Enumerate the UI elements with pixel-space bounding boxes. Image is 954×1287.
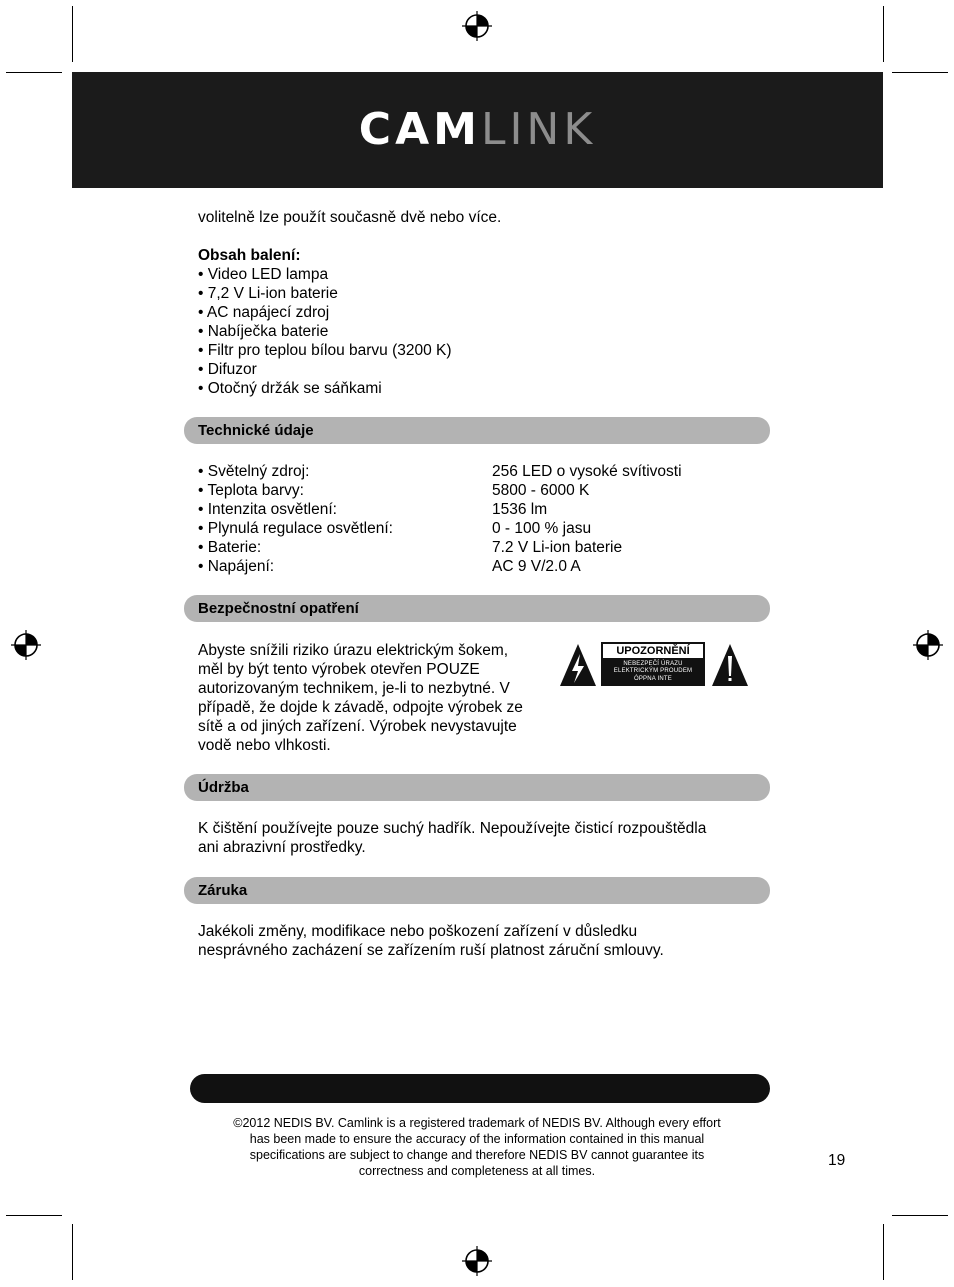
crop-mark <box>892 1215 948 1216</box>
spec-row <box>198 500 758 519</box>
text-line: nesprávného zacházení se zařízením ruší platnost záruční smlouvy. <box>198 942 664 959</box>
warning-line: ÓPPNA INTE <box>633 676 672 682</box>
spec-row <box>198 481 758 500</box>
spec-value: 5800 - 6000 K <box>492 482 590 499</box>
text-line: vodě nebo vlhkosti. <box>198 737 331 754</box>
list-item: • Otočný držák se sáňkami <box>198 380 382 397</box>
text-line: případě, že dojde k závadě, odpojte výrobek ze <box>198 699 523 716</box>
page-number: 19 <box>828 1152 846 1169</box>
package-contents <box>198 246 452 398</box>
logo-link: LINK <box>480 104 597 155</box>
spec-row <box>198 557 758 576</box>
spec-label: • Plynulá regulace osvětlení: <box>198 520 393 537</box>
list-item: • Nabíječka baterie <box>198 323 329 340</box>
section-header-warranty: Záruka <box>184 877 770 904</box>
warning-label <box>558 642 750 688</box>
list-item: • Filtr pro teplou bílou barvu (3200 K) <box>198 342 452 359</box>
intro-text: volitelně lze použít současně dvě nebo více. <box>198 209 502 226</box>
spec-row <box>198 538 758 557</box>
list-item: • Video LED lampa <box>198 266 329 283</box>
spec-label: • Napájení: <box>198 558 275 575</box>
crop-mark <box>72 6 73 62</box>
spec-label: • Baterie: <box>198 539 262 556</box>
crop-mark <box>892 72 948 73</box>
text-line: correctness and completeness at all times. <box>358 1164 596 1178</box>
warning-title: UPOZORNĚNÍ <box>603 644 703 658</box>
text-line: K čištění používejte pouze suchý hadřík. Nepoužívejte čisticí rozpouštědla <box>198 820 707 837</box>
spec-value: AC 9 V/2.0 A <box>492 558 581 575</box>
text-line: sítě a od jiných zařízení. Výrobek nevystavujte <box>198 718 517 735</box>
list-item: • AC napájecí zdroj <box>198 304 330 321</box>
text-line: Abyste snížili riziko úrazu elektrickým šokem, <box>198 642 509 659</box>
registration-mark-icon <box>912 629 944 661</box>
crop-mark <box>6 72 62 73</box>
text-line: has been made to ensure the accuracy of the information contained in this manual <box>249 1132 705 1146</box>
registration-mark-icon <box>10 629 42 661</box>
section-header-tech: Technické údaje <box>184 417 770 444</box>
registration-mark-icon <box>461 1245 493 1277</box>
text-line: Jakékoli změny, modifikace nebo poškození zařízení v důsledku <box>198 923 638 940</box>
spec-row <box>198 519 758 538</box>
spec-value: 7.2 V Li-ion baterie <box>492 539 623 556</box>
footer-bar <box>190 1074 770 1103</box>
crop-mark <box>883 1224 884 1280</box>
section-header-safety: Bezpečnostní opatření <box>184 595 770 622</box>
text-line: specifications are subject to change and therefore NEDIS BV cannot guarantee its <box>249 1148 705 1162</box>
spec-label: • Intenzita osvětlení: <box>198 501 337 518</box>
list-item: • Difuzor <box>198 361 257 378</box>
warranty-text <box>198 922 664 960</box>
package-title: Obsah balení: <box>198 247 301 264</box>
text-line: autorizovaným technikem, je-li to nezbytné. V <box>198 680 510 697</box>
exclamation-warning-icon <box>710 642 750 688</box>
registration-mark-icon <box>461 10 493 42</box>
spec-label: • Světelný zdroj: <box>198 463 310 480</box>
spec-value: 0 - 100 % jasu <box>492 520 592 537</box>
warning-line: ELEKTRICKÝM PROUDEM <box>613 668 693 674</box>
text-line: měl by být tento výrobek otevřen POUZE <box>198 661 480 678</box>
camlink-logo <box>358 104 597 155</box>
spec-value: 1536 lm <box>492 501 548 518</box>
header-banner <box>72 72 883 188</box>
crop-mark <box>883 6 884 62</box>
section-header-maintenance: Údržba <box>184 774 770 801</box>
warning-line: NEBEZPEČÍ ÚRAZU <box>623 661 683 667</box>
spec-label: • Teplota barvy: <box>198 482 304 499</box>
maintenance-text <box>198 819 706 857</box>
footer-copyright <box>198 1115 756 1179</box>
text-line: ©2012 NEDIS BV. Camlink is a registered trademark of NEDIS BV. Although every effort <box>233 1116 721 1130</box>
spec-row <box>198 462 758 481</box>
safety-text <box>198 641 523 755</box>
logo-cam: CAM <box>358 104 481 155</box>
warning-box <box>601 642 705 686</box>
list-item: • 7,2 V Li-ion baterie <box>198 285 338 302</box>
spec-table <box>198 462 758 576</box>
text-line: ani abrazivní prostředky. <box>198 839 366 856</box>
crop-mark <box>6 1215 62 1216</box>
spec-value: 256 LED o vysoké svítivosti <box>492 463 682 480</box>
electric-shock-warning-icon <box>558 642 598 688</box>
crop-mark <box>72 1224 73 1280</box>
